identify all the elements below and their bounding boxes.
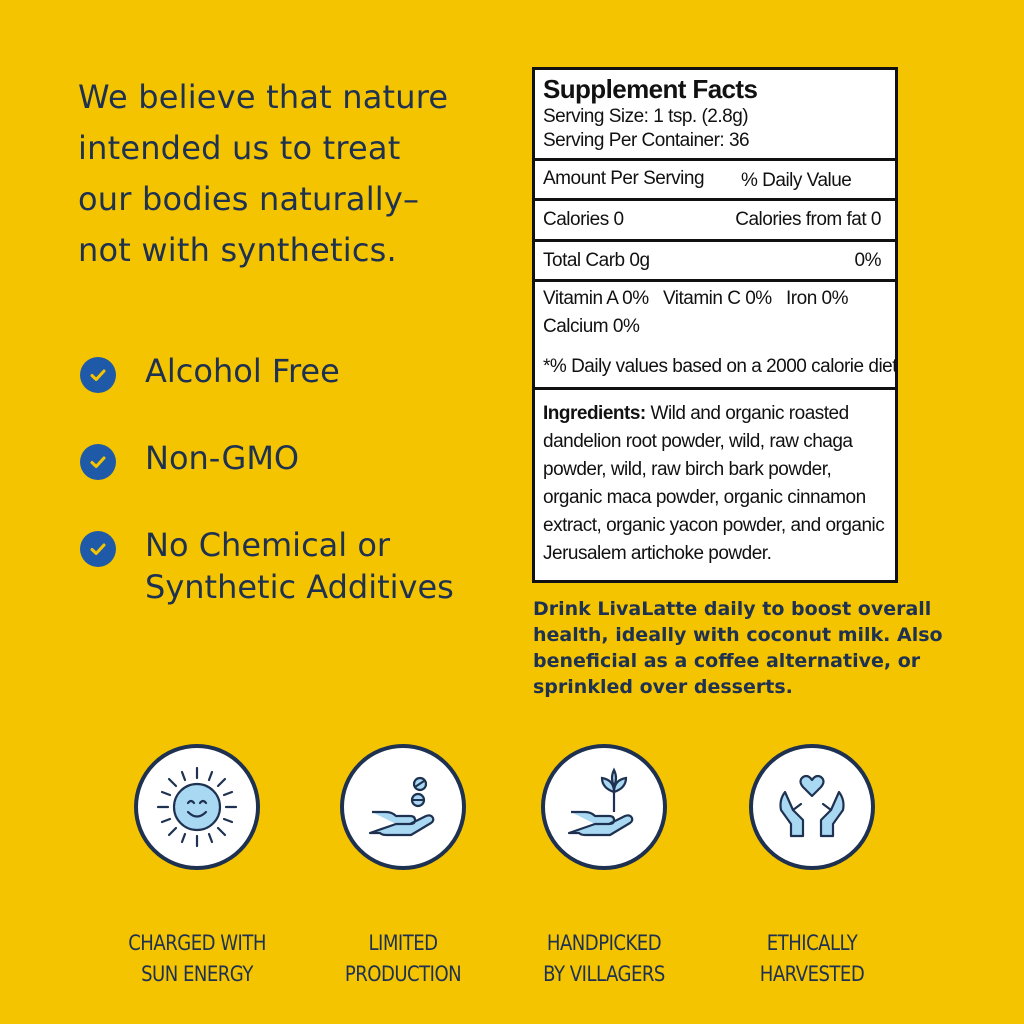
usage-line: sprinkled over desserts.	[533, 676, 793, 698]
badge-handpicked	[524, 744, 684, 990]
tagline-line: intended us to treat	[78, 129, 401, 167]
tagline-line: our bodies naturally–	[78, 180, 420, 218]
facts-carb-row	[535, 242, 895, 282]
calories: Calories 0	[543, 209, 624, 230]
badge-label-line: LIMITED	[368, 931, 438, 955]
ingredients-label: Ingredients:	[543, 403, 646, 424]
tagline-line: not with synthetics.	[78, 231, 397, 269]
tagline-line: We believe that nature	[78, 78, 449, 116]
usage-line: Drink LivaLatte daily to boost overall	[533, 598, 932, 620]
badge-label-line: BY VILLAGERS	[543, 962, 665, 986]
badge-label	[535, 928, 673, 990]
supplement-facts-panel	[532, 67, 898, 583]
tagline	[78, 72, 498, 276]
calories-from-fat: Calories from fat 0	[735, 209, 881, 230]
badge-label-line: ETHICALLY	[766, 931, 858, 955]
badge-label-line: CHARGED WITH	[128, 931, 266, 955]
total-carb-pct: 0%	[854, 250, 881, 271]
benefit-label-line: Non-GMO	[145, 439, 300, 477]
benefit-label	[145, 350, 340, 392]
facts-amount-row	[535, 161, 895, 201]
badge-limited-production	[323, 744, 483, 990]
benefit-label-line: Synthetic Additives	[145, 568, 454, 606]
badge-label	[743, 928, 881, 990]
usage-instructions	[533, 596, 953, 700]
serving-size: Serving Size: 1 tsp. (2.8g)	[543, 106, 749, 127]
check-circle-icon	[80, 444, 116, 480]
badge-circle	[541, 744, 667, 870]
badge-ethically-harvested	[732, 744, 892, 990]
facts-calories-row	[535, 201, 895, 242]
facts-vitamins-row	[535, 282, 898, 390]
daily-values-footnote: *% Daily values based on a 2000 calorie diet	[543, 356, 898, 377]
benefit-alcohol-free	[80, 350, 340, 393]
total-carb: Total Carb 0g	[543, 250, 650, 271]
servings-per-container: Serving Per Container: 36	[543, 130, 750, 151]
usage-line: health, ideally with coconut milk. Also	[533, 624, 943, 646]
badge-circle	[340, 744, 466, 870]
ingredients	[543, 400, 887, 568]
facts-header	[535, 70, 895, 161]
amount-per-serving: Amount Per Serving	[543, 168, 705, 189]
benefit-non-gmo	[80, 437, 299, 480]
daily-value-header: % Daily Value	[741, 170, 852, 191]
badge-sun-energy	[117, 744, 277, 990]
benefit-label-line: Alcohol Free	[145, 352, 340, 390]
hands-holding-heart-icon	[767, 762, 857, 852]
badge-label	[334, 928, 472, 990]
smiling-sun-icon	[152, 762, 242, 852]
benefit-label	[145, 524, 454, 608]
badge-circle	[749, 744, 875, 870]
usage-line: beneficial as a coffee alternative, or	[533, 650, 921, 672]
ingredients-text: Wild and organic roasted dandelion root powder, wild, raw chaga powder, wild, raw birch bark powder, organic maca powder, organic cinnamon extract, organic yacon powder, and organic Jerusalem artichoke powder.	[543, 403, 885, 564]
benefit-no-chemical	[80, 524, 454, 608]
badge-label-line: PRODUCTION	[344, 962, 462, 986]
facts-title: Supplement Facts	[543, 74, 758, 104]
badge-circle	[134, 744, 260, 870]
calcium-line: Calcium 0%	[543, 316, 640, 337]
benefit-label	[145, 437, 299, 479]
vitamins-line: Vitamin A 0% Vitamin C 0% Iron 0%	[543, 288, 849, 309]
check-circle-icon	[80, 357, 116, 393]
hand-with-pills-icon	[358, 762, 448, 852]
badge-label-line: HARVESTED	[759, 962, 865, 986]
check-circle-icon	[80, 531, 116, 567]
hand-with-sprout-icon	[559, 762, 649, 852]
badge-label-line: SUN ENERGY	[141, 962, 253, 986]
badge-label	[128, 928, 266, 990]
badge-label-line: HANDPICKED	[546, 931, 662, 955]
benefit-label-line: No Chemical or	[145, 526, 391, 564]
